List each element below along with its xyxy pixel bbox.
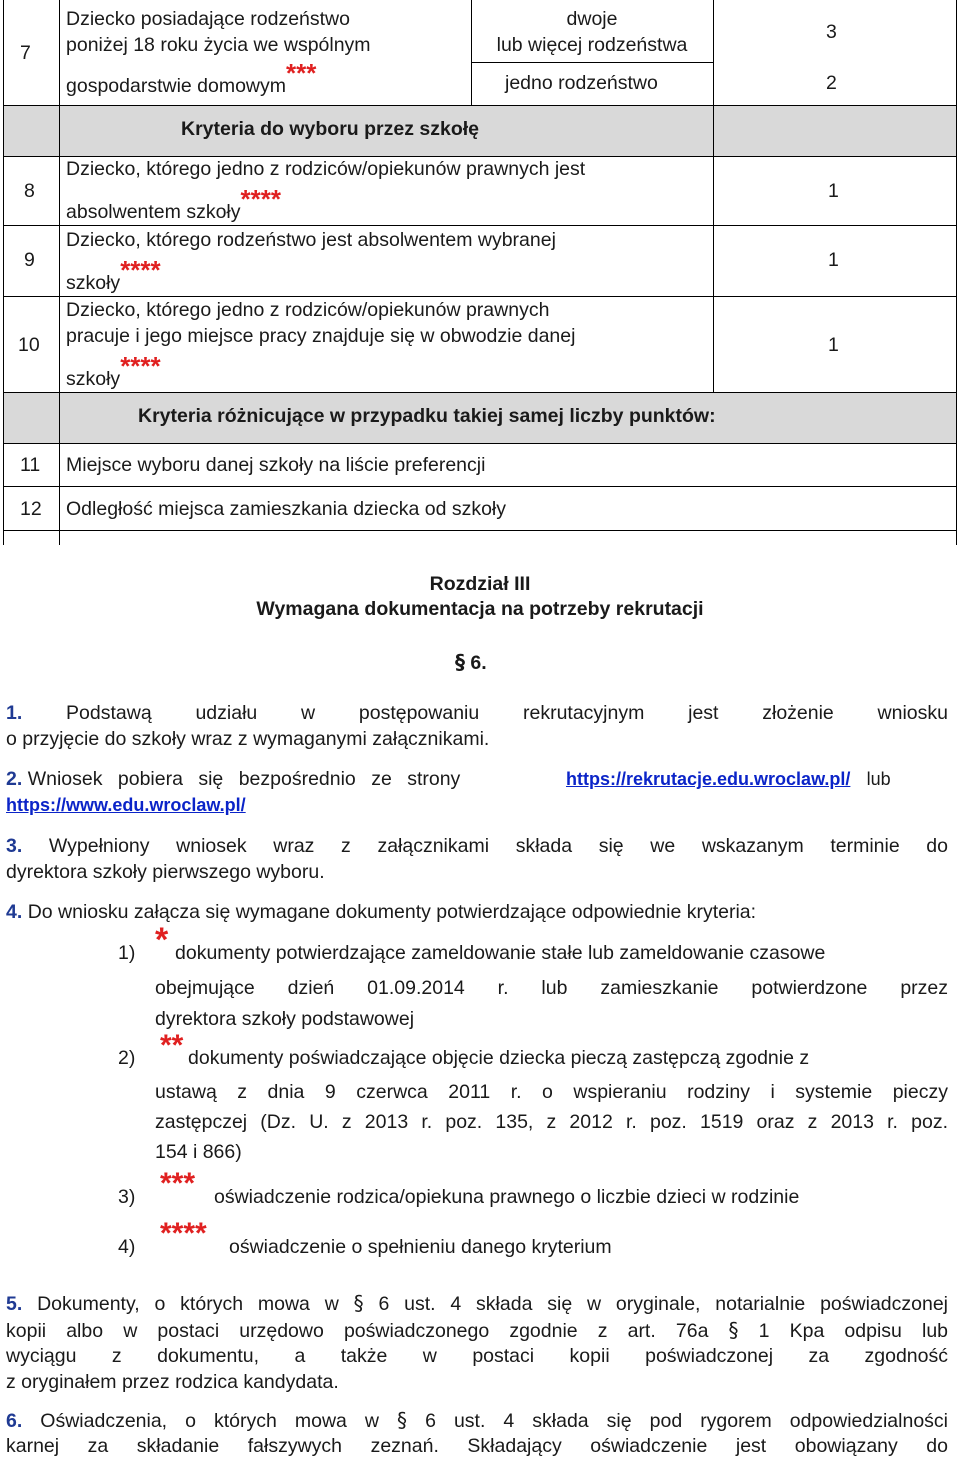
row9-points: 1 (828, 249, 839, 271)
row10-points: 1 (828, 334, 839, 356)
section-sign: § (455, 650, 465, 674)
list-item-2-line1: dokumenty poświadczające objęcie dziecka pieczą zastępczą zgodnie z (188, 1047, 810, 1069)
section-heading: § 6. (455, 650, 487, 674)
footnote-stars: **** (120, 351, 161, 381)
paragraph-6-line2: karnej za składanie fałszywych zeznań. Składający oświadczenie jest obowiązany do (6, 1435, 948, 1457)
row7-option2: jedno rodzeństwo (505, 72, 658, 94)
list-item-3-text: oświadczenie rodzica/opiekuna prawnego o liczbie dzieci w rodzinie (214, 1186, 800, 1208)
row7-text-line2: poniżej 18 roku życia we wspólnym (66, 34, 371, 56)
tiebreak-header: Kryteria różnicujące w przypadku takiej samej liczby punktów: (138, 405, 716, 427)
row-number: 8 (24, 180, 35, 202)
row10-text-line3: szkoły**** (66, 351, 161, 390)
footnote-stars: **** (160, 1217, 207, 1250)
rekrutacje-link[interactable]: https://rekrutacje.edu.wroclaw.pl/ (566, 769, 851, 789)
paragraph-2-text: 2. Wniosek pobiera się bezpośrednio ze strony (6, 768, 461, 790)
paragraph-3-line1: 3. Wypełniony wniosek wraz z załącznikami składa się we wskazanym terminie do (6, 835, 948, 857)
paragraph-2-link2-line (6, 792, 246, 819)
chapter-title: Rozdział III (429, 573, 531, 595)
paragraph-1-line1: 1. Podstawą udziału w postępowaniu rekrutacyjnym jest złożenie wniosku (6, 702, 949, 724)
list-item-number: 3) (118, 1186, 136, 1208)
band-right (713, 105, 956, 156)
footnote-stars: **** (240, 184, 281, 214)
row7-option2-points: 2 (826, 72, 837, 94)
row10-text-line1: Dziecko, którego jedno z rodziców/opiekunów prawnych (66, 299, 550, 321)
row8-text-line1: Dziecko, którego jedno z rodziców/opiekunów prawnych jest (66, 158, 586, 180)
footnote-stars: * (155, 921, 169, 959)
footnote-stars: *** (160, 1167, 196, 1200)
chapter-subtitle: Wymagana dokumentacja na potrzeby rekrutacji (256, 598, 704, 620)
paragraph-5-line3: wyciągu z dokumentu, a także w postaci kopii poświadczonej za zgodność (6, 1345, 948, 1367)
section-sign: § (353, 1291, 364, 1315)
row9-text-line1: Dziecko, którego rodzeństwo jest absolwentem wybranej (66, 229, 556, 251)
section-sign: § (728, 1318, 739, 1342)
school-criteria-header: Kryteria do wyboru przez szkołę (181, 118, 479, 140)
row-number: 9 (24, 249, 35, 271)
row11-text: Miejsce wyboru danej szkoły na liście preferencji (66, 454, 486, 476)
tiebreak-band-left (3, 392, 59, 443)
row9-text-line2: szkoły**** (66, 255, 161, 294)
list-item-1-line3: dyrektora szkoły podstawowej (155, 1008, 415, 1030)
row-number: 10 (18, 334, 40, 356)
row8-text-line2: absolwentem szkoły**** (66, 184, 281, 223)
band-left (3, 105, 59, 156)
footnote-stars: **** (120, 255, 161, 285)
footnote-stars: ** (160, 1029, 184, 1062)
row7-option1-points: 3 (826, 21, 837, 43)
row7-text-line1: Dziecko posiadające rodzeństwo (66, 8, 350, 30)
paragraph-2-links: https://rekrutacje.edu.wroclaw.pl/ lub (566, 769, 891, 789)
list-item-number: 1) (118, 942, 136, 964)
row7-option1-line1: dwoje (566, 8, 618, 30)
paragraph-4-text: 4. Do wniosku załącza się wymagane dokumenty potwierdzające odpowiednie kryteria: (6, 901, 757, 923)
list-item-1-line2: obejmujące dzień 01.09.2014 r. lub zamieszkanie potwierdzone przez (155, 977, 948, 999)
footnote-stars: *** (286, 58, 317, 88)
paragraph-5-line1: 5. Dokumenty, o których mowa w § 6 ust. 4 składa się w oryginale, notarialnie poświadczonej (6, 1291, 948, 1315)
list-item-number: 2) (118, 1047, 136, 1069)
list-item-2-line4: 154 i 866) (155, 1141, 242, 1163)
section-sign: § (397, 1408, 408, 1432)
paragraph-6-line1: 6. Oświadczenia, o których mowa w § 6 ust. 4 składa się pod rygorem odpowiedzialności (6, 1408, 948, 1432)
row8-points: 1 (828, 180, 839, 202)
row-number: 7 (20, 42, 31, 64)
row-number: 11 (20, 454, 41, 476)
paragraph-5-line4: z oryginałem przez rodzica kandydata. (6, 1371, 339, 1393)
row7-option1-line2: lub więcej rodzeństwa (496, 34, 688, 56)
paragraph-3-line2: dyrektora szkoły pierwszego wyboru. (6, 861, 325, 883)
row10-text-line2: pracuje i jego miejsce pracy znajduje się w obwodzie danej (66, 325, 576, 347)
list-item-1-line1: dokumenty potwierdzające zameldowanie stałe lub zameldowanie czasowe (175, 942, 826, 964)
paragraph-5-line2: kopii albo w postaci urzędowo poświadczonego zgodnie z art. 76a § 1 Kpa odpisu lub (6, 1318, 949, 1342)
edu-wroclaw-link[interactable]: https://www.edu.wroclaw.pl/ (6, 795, 246, 815)
row12-text: Odległość miejsca zamieszkania dziecka od szkoły (66, 498, 507, 520)
list-item-2-line3: zastępczej (Dz. U. z 2013 r. poz. 135, z 2012 r. poz. 1519 oraz z 2013 r. poz. (155, 1111, 948, 1133)
list-item-4-text: oświadczenie o spełnieniu danego kryterium (229, 1236, 612, 1258)
list-item-number: 4) (118, 1236, 136, 1258)
list-item-2-line2: ustawą z dnia 9 czerwca 2011 r. o wspieraniu rodziny i systemie pieczy (155, 1081, 948, 1103)
row7-text-line3: gospodarstwie domowym*** (66, 58, 317, 97)
paragraph-1-line2: o przyjęcie do szkoły wraz z wymaganymi załącznikami. (6, 728, 490, 750)
row-number: 12 (20, 498, 42, 520)
